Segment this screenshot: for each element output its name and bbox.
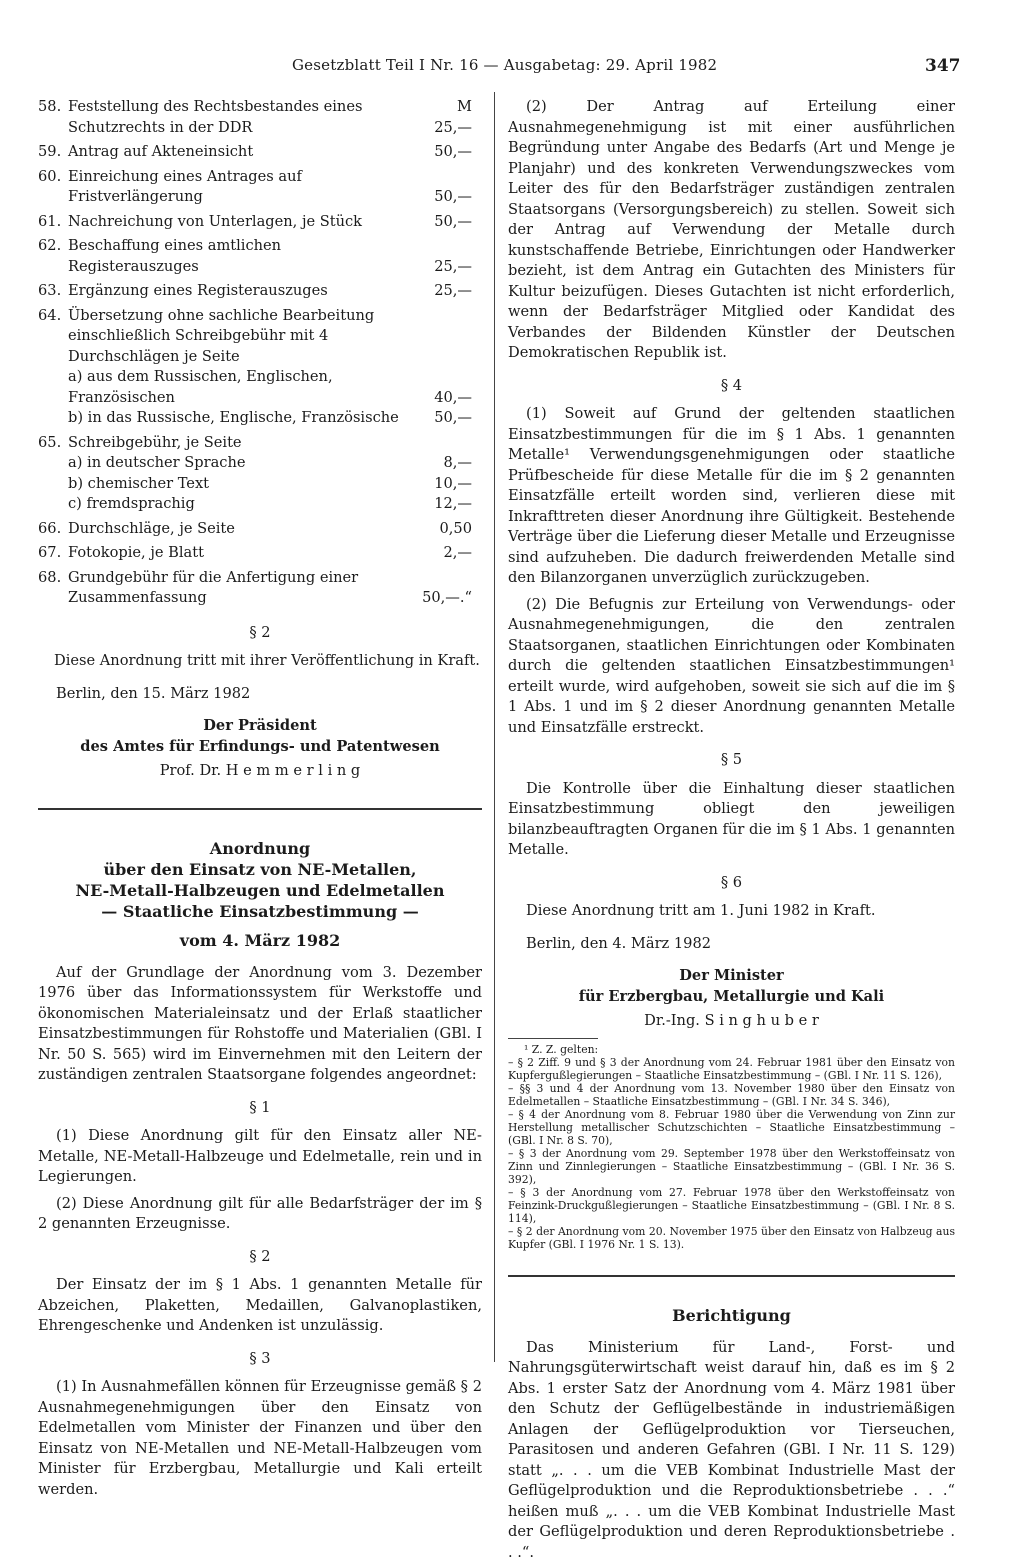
- fee-description: Feststellung des Rechtsbestandes eines Schutzrechts in der DDR: [68, 97, 410, 138]
- paragraph: Auf der Grundlage der Anordnung vom 3. Dezember 1976 über das Informationssystem für Werkstoffe und ökonomischen Materialeinsatz und der Erlaß staatlicher Einsatzbestimmungen für Rohstoffe und Materialien (GBl. I Nr. 50 S. 565) wird im Einvernehmen mit den Leitern der zuständigen zentralen Staatsorgane folgendes angeordnet:: [38, 963, 482, 1086]
- fee-item: [38, 142, 482, 163]
- fee-item: [38, 543, 482, 564]
- fee-description: a) aus dem Russischen, Englischen, Französischen: [68, 367, 410, 408]
- fee-description: c) fremdsprachig: [68, 494, 410, 515]
- section-heading: Anordnung: [38, 838, 482, 859]
- fee-amount: 50,—: [410, 212, 482, 233]
- fee-item: [38, 474, 482, 495]
- fee-number: 68.: [38, 568, 68, 609]
- fee-item: [38, 236, 482, 277]
- footnote-line: – § 2 Ziff. 9 und § 3 der Anordnung vom 24. Februar 1981 über den Einsatz von Kupfergußlegierungen – Staatliche Einsatzbestimmung – (GBl. I Nr. 11 S. 126),: [508, 1056, 955, 1082]
- fee-amount: 50,—: [410, 408, 482, 429]
- fee-number: 59.: [38, 142, 68, 163]
- paragraph: Die Kontrolle über die Einhaltung dieser staatlichen Einsatzbestimmung obliegt den jeweiligen bilanzbeauftragten Organen für die im § 1 Abs. 1 genannten Metalle.: [508, 779, 955, 861]
- fee-description: Nachreichung von Unterlagen, je Stück: [68, 212, 410, 233]
- section-heading: vom 4. März 1982: [38, 930, 482, 951]
- fee-amount: 25,—: [410, 257, 482, 278]
- signer-name: Dr.-Ing. S i n g h u b e r: [508, 1011, 955, 1032]
- signer-title: Der Minister: [508, 966, 955, 987]
- paragraph: Der Einsatz der im § 1 Abs. 1 genannten Metalle für Abzeichen, Plaketten, Medaillen, Galvanoplastiken, Ehrengeschenke und Andenken ist unzulässig.: [38, 1275, 482, 1337]
- footnote-line: – §§ 3 und 4 der Anordnung vom 13. November 1980 über den Einsatz von Edelmetallen – Staatliche Einsatzbestimmung – (GBl. I Nr. 34 S. 346),: [508, 1082, 955, 1108]
- fee-number: 60.: [38, 167, 68, 208]
- place-date: Berlin, den 4. März 1982: [508, 934, 955, 955]
- section-symbol: § 2: [38, 1247, 482, 1268]
- fee-amount: 2,—: [410, 543, 482, 564]
- paragraph: Diese Anordnung tritt am 1. Juni 1982 in Kraft.: [508, 901, 955, 922]
- fee-amount: 50,—.“: [410, 588, 482, 609]
- section-symbol: § 4: [508, 376, 955, 397]
- fee-number: 62.: [38, 236, 68, 277]
- fee-item: [38, 453, 482, 474]
- paragraph: Das Ministerium für Land-, Forst- und Nahrungsgüterwirtschaft weist darauf hin, daß es im § 2 Abs. 1 erster Satz der Anordnung vom 4. März 1981 über den Schutz der Geflügelbestände in industriemäßigen Anlagen der Geflügelproduktion vor Tierseuchen, Parasitosen und anderen Gefahren (GBl. I Nr. 11 S. 129) statt „. . . um die VEB Kombinat Industrielle Mast der Geflügelproduktion und die Reproduktionsbetriebe . . .“ heißen muß „. . . um die VEB Kombinat Industrielle Mast der Geflügelproduktion und deren Reproduktionsbetriebe . . .“.: [508, 1338, 955, 1563]
- fee-item: [38, 367, 482, 408]
- section-symbol: § 3: [38, 1349, 482, 1370]
- fee-item: [38, 433, 482, 454]
- section-heading: NE-Metall-Halbzeugen und Edelmetallen: [38, 880, 482, 901]
- section-rule: [508, 1275, 955, 1277]
- fee-item: [38, 494, 482, 515]
- footnote-line: – § 2 der Anordnung vom 20. November 1975 über den Einsatz von Halbzeug aus Kupfer (GBl. I 1976 Nr. 1 S. 13).: [508, 1225, 955, 1251]
- fee-description: Grundgebühr für die Anfertigung einer Zusammenfassung: [68, 568, 410, 609]
- fee-number: 63.: [38, 281, 68, 302]
- section-symbol: § 1: [38, 1098, 482, 1119]
- fee-number: [38, 408, 68, 429]
- fee-number: 67.: [38, 543, 68, 564]
- fee-item: [38, 408, 482, 429]
- section-heading: — Staatliche Einsatzbestimmung —: [38, 901, 482, 922]
- section-rule: [38, 808, 482, 810]
- fee-description: b) chemischer Text: [68, 474, 410, 495]
- column-divider: [494, 92, 495, 1362]
- section-symbol: § 2: [38, 623, 482, 644]
- fee-description: Durchschläge, je Seite: [68, 519, 410, 540]
- signer-title: des Amtes für Erfindungs- und Patentwesen: [38, 737, 482, 758]
- fee-item: [38, 167, 482, 208]
- fee-number: [38, 453, 68, 474]
- fee-description: Übersetzung ohne sachliche Bearbeitung einschließlich Schreibgebühr mit 4 Durchschlägen je Seite: [68, 306, 410, 368]
- fee-amount: 50,—: [410, 187, 482, 208]
- fee-amount: 10,—: [410, 474, 482, 495]
- footnote-line: – § 3 der Anordnung vom 29. September 1978 über den Werkstoffeinsatz von Zinn und Zinnlegierungen – Staatliche Einsatzbestimmung – (GBl. I Nr. 36 S. 392),: [508, 1147, 955, 1186]
- fee-number: [38, 474, 68, 495]
- paragraph: Diese Anordnung tritt mit ihrer Veröffentlichung in Kraft.: [38, 651, 482, 672]
- right-column: [508, 97, 955, 1563]
- fee-number: [38, 367, 68, 408]
- fee-amount: 50,—: [410, 142, 482, 163]
- left-column: [38, 97, 482, 1500]
- fee-amount: 0,50: [410, 519, 482, 540]
- paragraph: (2) Diese Anordnung gilt für alle Bedarfsträger der im § 2 genannten Erzeugnisse.: [38, 1194, 482, 1235]
- fee-item: [38, 97, 482, 138]
- paragraph: (1) In Ausnahmefällen können für Erzeugnisse gemäß § 2 Ausnahmegenehmigungen über den Einsatz von Edelmetallen vom Minister der Finanzen und über den Einsatz von NE-Metallen und NE-Metall-Halbzeugen vom Minister für Erzbergbau, Metallurgie und Kali erteilt werden.: [38, 1377, 482, 1500]
- paragraph: (2) Der Antrag auf Erteilung einer Ausnahmegenehmigung ist mit einer ausführlichen Begründung unter Angabe des Bedarfs (Art und Menge je Planjahr) und des konkreten Verwendungszweckes vom Leiter des für den Bedarfsträger zuständigen zentralen Staatsorgans (Versorgungsbereich) zu stellen. Soweit sich der Antrag auf Verwendung der Metalle durch kunstschaffende Betriebe, Einrichtungen oder Handwerker bezieht, ist dem Antrag ein Gutachten des Ministers für Kultur beizufügen. Dieses Gutachten ist nicht erforderlich, wenn der Bedarfsträger Mitglied oder Kandidat des Verbandes der Bildenden Künstler der Deutschen Demokratischen Republik ist.: [508, 97, 955, 364]
- footnotes: [508, 1043, 955, 1251]
- fee-description: Einreichung eines Antrages auf Fristverlängerung: [68, 167, 410, 208]
- fee-list: [38, 97, 482, 609]
- fee-description: Schreibgebühr, je Seite: [68, 433, 410, 454]
- fee-number: 64.: [38, 306, 68, 368]
- fee-number: 61.: [38, 212, 68, 233]
- fee-number: 58.: [38, 97, 68, 138]
- fee-number: 66.: [38, 519, 68, 540]
- signer-name: Prof. Dr. H e m m e r l i n g: [38, 761, 482, 782]
- fee-amount: 12,—: [410, 494, 482, 515]
- fee-description: a) in deutscher Sprache: [68, 453, 410, 474]
- section-heading: Berichtigung: [508, 1305, 955, 1326]
- fee-amount: M 25,—: [410, 97, 482, 138]
- fee-description: Fotokopie, je Blatt: [68, 543, 410, 564]
- signer-title: für Erzbergbau, Metallurgie und Kali: [508, 987, 955, 1008]
- fee-number: [38, 494, 68, 515]
- place-date: Berlin, den 15. März 1982: [38, 684, 482, 705]
- footnote-line: – § 4 der Anordnung vom 8. Februar 1980 über die Verwendung von Zinn zur Herstellung metallischer Schutzschichten – Staatliche Einsatzbestimmung – (GBl. I Nr. 8 S. 70),: [508, 1108, 955, 1147]
- fee-number: 65.: [38, 433, 68, 454]
- footnote-line: ¹ Z. Z. gelten:: [508, 1043, 955, 1056]
- footnote-line: – § 3 der Anordnung vom 27. Februar 1978 über den Werkstoffeinsatz von Feinzink-Druckgußlegierungen – Staatliche Einsatzbestimmung – (GBl. I Nr. 8 S. 114),: [508, 1186, 955, 1225]
- page-number: 347: [925, 56, 961, 76]
- paragraph: (2) Die Befugnis zur Erteilung von Verwendungs- oder Ausnahmegenehmigungen, die den zentralen Staatsorganen, staatlichen Einrichtungen oder Kombinaten durch die geltenden staatlichen Einsatzbestimmungen¹ erteilt wurde, wird aufgehoben, soweit sie sich auf die im § 1 Abs. 1 und im § 2 dieser Anordnung genannten Metalle und Einsatzfälle erstreckt.: [508, 595, 955, 739]
- fee-amount: 8,—: [410, 453, 482, 474]
- fee-description: Ergänzung eines Registerauszuges: [68, 281, 410, 302]
- fee-description: Antrag auf Akteneinsicht: [68, 142, 410, 163]
- fee-amount: 40,—: [410, 388, 482, 409]
- fee-description: Beschaffung eines amtlichen Registerauszuges: [68, 236, 410, 277]
- footnote-rule: [508, 1038, 598, 1039]
- fee-item: [38, 281, 482, 302]
- paragraph: (1) Soweit auf Grund der geltenden staatlichen Einsatzbestimmungen für die im § 1 Abs. 1 genannten Metalle¹ Verwendungsgenehmigungen oder staatliche Prüfbescheide für diese Metalle für die im § 2 genannten Einsatzfälle erteilt worden sind, verlieren diese mit Inkrafttreten dieser Anordnung ihre Gültigkeit. Bestehende Verträge über die Lieferung dieser Metalle und Erzeugnisse sind aufzuheben. Die dadurch freiwerdenden Metalle sind den Bilanzorganen unverzüglich zurückzugeben.: [508, 404, 955, 589]
- section-symbol: § 5: [508, 750, 955, 771]
- fee-item: [38, 212, 482, 233]
- section-heading: über den Einsatz von NE-Metallen,: [38, 859, 482, 880]
- paragraph: (1) Diese Anordnung gilt für den Einsatz aller NE-Metalle, NE-Metall-Halbzeuge und Edelmetalle, rein und in Legierungen.: [38, 1126, 482, 1188]
- fee-item: [38, 306, 482, 368]
- fee-item: [38, 519, 482, 540]
- fee-amount: 25,—: [410, 281, 482, 302]
- fee-item: [38, 568, 482, 609]
- section-symbol: § 6: [508, 873, 955, 894]
- fee-description: b) in das Russische, Englische, Französische: [68, 408, 410, 429]
- page-header: Gesetzblatt Teil I Nr. 16 — Ausgabetag: 29. April 1982: [292, 56, 717, 74]
- signer-title: Der Präsident: [38, 716, 482, 737]
